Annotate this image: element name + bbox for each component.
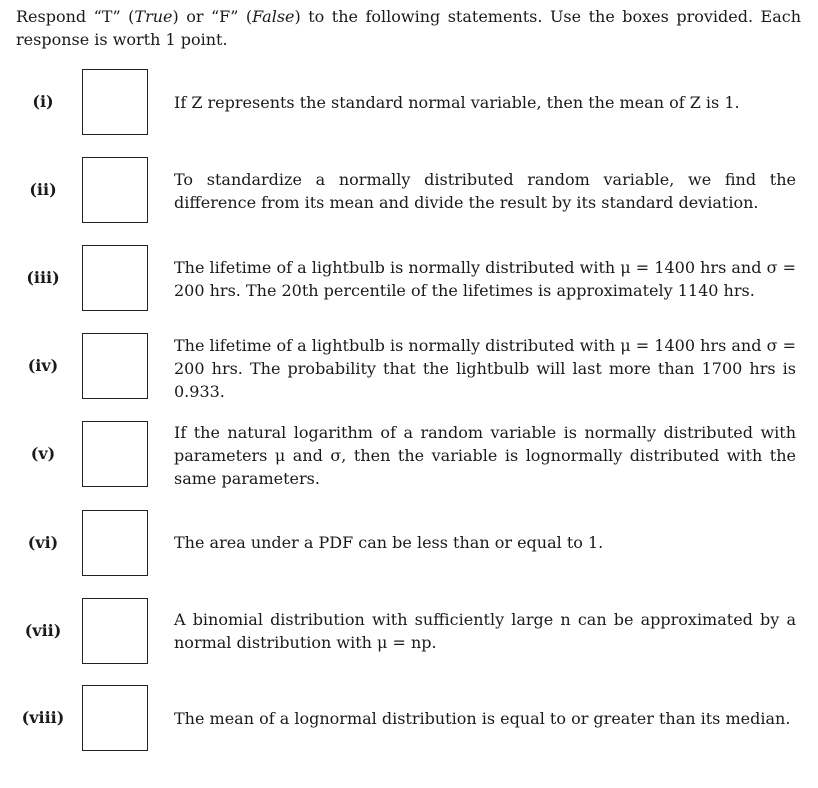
answer-box[interactable] <box>82 69 148 135</box>
question-label: (vi) <box>27 533 59 552</box>
question-statement: The lifetime of a lightbulb is normally distributed with μ = 1400 hrs and σ = 200 hrs. The probability that the lightbulb will last more than 1700 hrs is 0.933. <box>174 336 796 401</box>
instructions-part-1: Respond “T” ( <box>16 7 135 26</box>
question-statement: A binomial distribution with sufficiently large n can be approximated by a normal distribution with μ = np. <box>174 610 796 652</box>
question-statement: If the natural logarithm of a random variable is normally distributed with parameters μ and σ, then the variable is lognormally distributed with the same parameters. <box>174 423 796 488</box>
answer-box[interactable] <box>82 598 148 664</box>
answer-box[interactable] <box>82 510 148 576</box>
instructions-true-word: True <box>134 7 173 26</box>
question-label: (vii) <box>24 621 62 640</box>
answer-box[interactable] <box>82 421 148 487</box>
question-label: (ii) <box>29 180 57 199</box>
instructions-part-3: ) to the following statements. Use the boxes provided. Each response is worth 1 point. <box>16 7 802 49</box>
answer-box[interactable] <box>82 157 148 223</box>
question-statement: To standardize a normally distributed random variable, we find the difference from its mean and divide the result by its standard deviation. <box>174 170 796 212</box>
question-statement: If Z represents the standard normal variable, then the mean of Z is 1. <box>174 93 740 112</box>
question-label: (viii) <box>21 708 65 727</box>
question-label: (i) <box>32 92 54 111</box>
question-label: (iii) <box>26 268 60 287</box>
question-statement: The area under a PDF can be less than or equal to 1. <box>174 533 604 552</box>
question-label: (v) <box>30 444 56 463</box>
answer-box[interactable] <box>82 685 148 751</box>
question-label: (iv) <box>27 356 59 375</box>
question-statement: The lifetime of a lightbulb is normally distributed with μ = 1400 hrs and σ = 200 hrs. The 20th percentile of the lifetimes is approximately 1140 hrs. <box>174 258 796 300</box>
answer-box[interactable] <box>82 333 148 399</box>
instructions-false-word: False <box>252 7 295 26</box>
instructions <box>16 5 801 51</box>
instructions-part-2: ) or “F” ( <box>172 7 253 26</box>
question-statement: The mean of a lognormal distribution is equal to or greater than its median. <box>174 709 791 728</box>
answer-box[interactable] <box>82 245 148 311</box>
